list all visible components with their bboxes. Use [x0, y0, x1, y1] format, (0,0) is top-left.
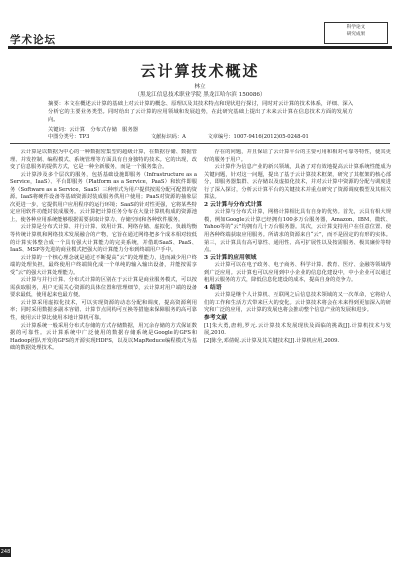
section-box	[324, 22, 388, 44]
paragraph: 云计算与分布式计算，网格计算相比具有自身的优势。首先，云具有相大规模，例如Google云计算已经拥有100多万台服务器，Amazon、IBM、微软、Yahoo等的“云”均拥有几十万台服务器。其次，云计算支持用户在任意位置、使用各种终端获取应用服务。所请求的资源来自“云”，而不是固定的有形的实体。第三，云计算具有高可靠性、通用性、高可扩展性以及按需服务、极其廉价等特点。	[204, 209, 391, 254]
paragraph: 云计算系统一般采用分布式存储的方式存储数据，用冗余存储的方式保证数据的可靠性。云计算系统中广泛使用的数据存储系统是Google的GFS和Hadoop团队开发的GFS的开源实现HDFS，以及以MapReduce编程模式为基础的数据处理技术。	[10, 322, 197, 352]
paragraph: 云计算采用虚拟化技术，可以实现资源的动态分配和调度，提高资源利用率；同时采用数据多副本容错、计算节点同构可互换等措施来保障服务的高可靠性，使用云计算比使用本地计算机可靠。	[10, 299, 197, 322]
paragraph: 云计算是分布式计算、并行计算、效用计算、网络存储、虚拟化、负载均衡等传统计算机和网络技术发展融合的产物，它旨在通过网络把多个成本相对较低的计算实体整合成一个具有强大计算能力的完美系统，并借助SaaS、PaaS、IaaS、MSP等先进的商业模式把强大的计算能力分布到终端用户手中。	[10, 224, 197, 254]
paragraph: 存在的问题，并且保证了云计算平台的主要可用和相对可靠等特性，使其更好的服务于用户。	[204, 149, 391, 163]
reference-item: [1]朱大勇,唐莉,罗元.云计算技术发展现状及面临的挑战[J].计算机技术与发展,2010.	[204, 322, 391, 337]
section-box-line1: 科学论文	[346, 25, 366, 30]
paragraph: 云计算是继个人计算机、互联网之后信息技术领域的又一次革命，它将给人们的工作和生活方式带来巨大的变化。云计算技术将会在未来得到更加深入的研究和广泛的应用，云计算的发展也将会推动整个信息产业的发展和进步。	[204, 292, 391, 314]
page-header	[0, 0, 400, 52]
affiliation: （黑龙江信息技术职业学院 黑龙江哈尔滨 150086）	[134, 92, 266, 98]
right-column	[204, 149, 391, 557]
section-heading: 3 云计算的应用领域	[204, 254, 257, 261]
header-rule	[8, 46, 392, 49]
paragraph: 云计算可以在电子政务、电子商务、科学计算、教育、医疗、金融等领域得到广泛应用。云计算也可以应用到中小企业的信息化建设中，中小企业可以通过租用云服务的方式，降低信息化建设的成本，提高自身的竞争力。	[204, 262, 391, 284]
meta-rule	[10, 143, 390, 144]
keywords: 关键词：云计算 分布式存储 服务器	[48, 127, 139, 133]
article-meta	[48, 133, 352, 140]
abstract: 摘要：本文在概述云计算的基础上对云计算的概念、原理以及其技术特点和现状进行探讨，同时对云计算的技术体系，详细、深入分析它的主要业务类型。同时给出了云计算的应用领域和发展趋势，在此研究基础上提出了未来云计算在信息技术方面的发展方向。	[48, 101, 353, 123]
references-heading: 参考文献	[204, 315, 228, 322]
page-number: 248	[0, 549, 11, 555]
paragraph: 云计算作为信息产业的新兴领域，具备了对有效地提高云计算系统性能成为关键问题，针对这一问题，提出了基于云计算技术框架，研究了其框架的核心部分，即服务器集群、云存储以及虚拟化技术，并对云计算中资源的分配与调度进行了深入探讨，分析云计算平台的关键技术并重点研究了资源调度模型及其相关算法。	[204, 164, 391, 201]
clc-number: 中图分类号：TP3	[48, 134, 90, 140]
article-number: 文章编号：1007-9416(2012)05-0248-01	[207, 134, 309, 140]
paragraph: 云计算涉及多个层次的服务，包括基础设施即服务（Infrastructure as a Service，IaaS）、平台即服务（Platform as a Service，PaaS）和软件即服务（Software as a Service，SaaS）三种形式为用户提供按需分配可配置的资源。IaaS将硬件设备等基础资源封装成服务供用户使用；PaaS对资源的抽象层次更进一步，它提供用户应用程序的运行环境；SaaS的针对性更强，它将某些特定应用软件功能封装成服务。云计算把计算任务分布在大量计算机构成的资源池上，使各种应用系统能够根据需要获取计算力、存储空间和各种软件服务。	[10, 171, 197, 223]
paragraph: 云计算是以数据为中心的一种数据密集型的超级计算，在数据存储、数据管理、并发控制、编程模式、系统管理等方面具有自身独特的技术。它的出现，改变了信息服务的提供方式，它是一种全新服务，而是一个服务集合。	[10, 149, 197, 171]
section-box-line2: 研究成果	[346, 31, 366, 37]
section-heading: 2 云计算与分布式计算	[204, 201, 263, 208]
doc-code: 文献标识码：A	[151, 134, 186, 140]
left-column	[10, 149, 197, 557]
paragraph: 云计算的一个核心理念就是通过不断提高“云”的处理能力，进而减少用户终端的处理负担，最终使用户终端简化成一个单纯的输入输出设备，并能按需享受“云”的强大计算处理能力。	[10, 254, 197, 276]
reference-item: [2]陈全,邓倩妮.云计算及其关键技术[J].计算机应用,2009.	[204, 337, 340, 344]
paragraph: 云计算与并行计算、分布式计算的区别在于云计算是商业服务模式，可以按需获取服务，用户无需关心资源的具体位置和管理细节，云计算对用户端的设备要求最低，使用起来也最方便。	[10, 277, 197, 299]
author: 林立	[194, 84, 206, 90]
journal-name: 学术论坛	[10, 34, 56, 46]
section-heading: 4 结语	[204, 284, 222, 291]
article-title: 云计算技术概述	[140, 62, 260, 80]
